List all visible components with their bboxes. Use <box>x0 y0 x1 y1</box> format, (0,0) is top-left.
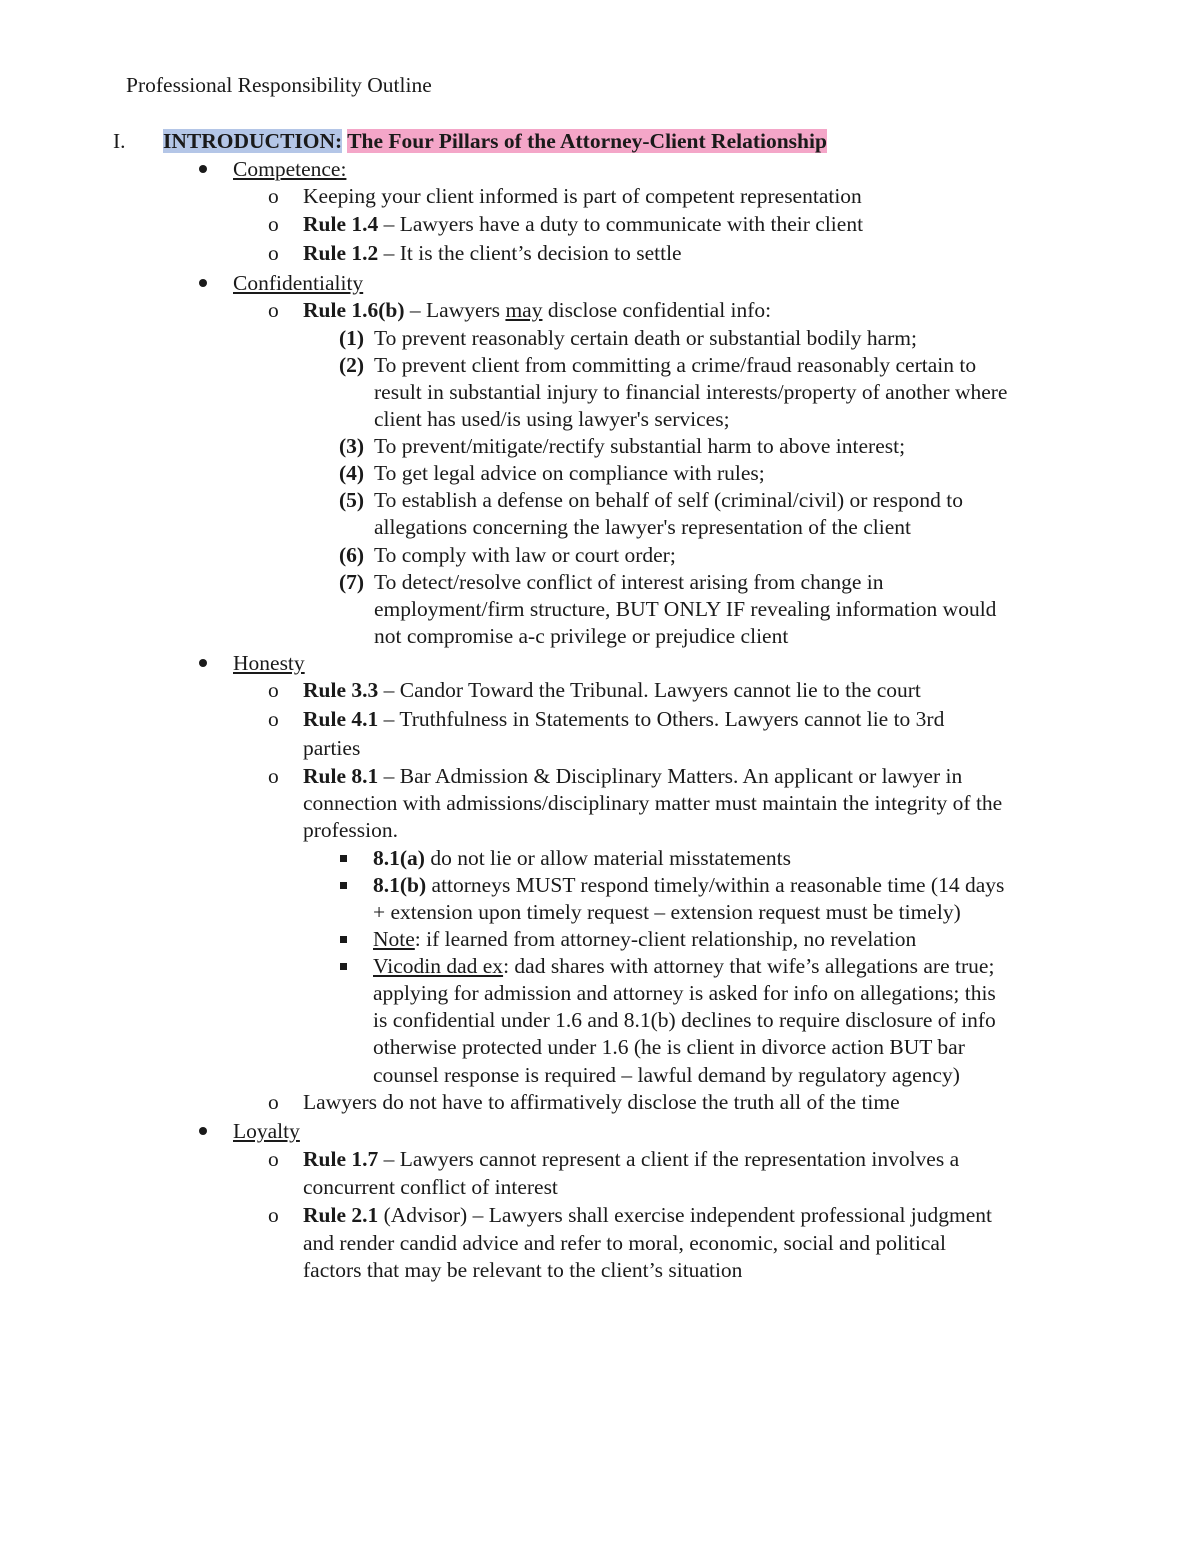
rule-8-1b: 8.1(b) attorneys MUST respond timely/within a reasonable time (14 days <box>373 873 1005 897</box>
exception-text: client has used/is using lawyer's services; <box>374 407 730 431</box>
exception-number: (5) <box>339 488 365 512</box>
square-bullet-icon <box>340 855 347 862</box>
exception-text: not compromise a-c privilege or prejudice client <box>374 624 789 648</box>
circle-bullet-icon: o <box>268 1147 279 1171</box>
square-bullet-icon <box>340 882 347 889</box>
rule-4-1: Rule 4.1 – Truthfulness in Statements to Others. Lawyers cannot lie to 3rd <box>303 707 945 731</box>
bullet-icon <box>199 1127 207 1135</box>
vicodin-example-cont: applying for admission and attorney is asked for info on allegations; this <box>373 981 996 1005</box>
rule-2-1-cont: factors that may be relevant to the client’s situation <box>303 1258 743 1282</box>
rule-2-1-cont: and render candid advice and refer to moral, economic, social and political <box>303 1231 946 1255</box>
exception-number: (6) <box>339 543 365 567</box>
section-title: The Four Pillars of the Attorney-Client Relationship <box>347 129 827 153</box>
exception-text: To comply with law or court order; <box>374 543 676 567</box>
rule-4-1-cont: parties <box>303 736 361 760</box>
square-bullet-icon <box>340 936 347 943</box>
rule-8-1-cont: connection with admissions/disciplinary matter must maintain the integrity of the <box>303 791 1003 815</box>
vicodin-example-cont: otherwise protected under 1.6 (he is client in divorce action BUT bar <box>373 1035 965 1059</box>
bullet-icon <box>199 279 207 287</box>
exception-number: (7) <box>339 570 365 594</box>
document-title: Professional Responsibility Outline <box>126 73 432 97</box>
exception-number: (3) <box>339 434 365 458</box>
exception-number: (1) <box>339 326 365 350</box>
bullet-icon <box>199 659 207 667</box>
exception-text: result in substantial injury to financial interests/property of another where <box>374 380 1008 404</box>
rule-8-1b-cont: + extension upon timely request – extension request must be timely) <box>373 900 961 924</box>
bullet-icon <box>199 165 207 173</box>
rule-1-7-cont: concurrent conflict of interest <box>303 1175 558 1199</box>
circle-bullet-icon: o <box>268 298 279 322</box>
rule-8-1a: 8.1(a) do not lie or allow material misstatements <box>373 846 791 870</box>
circle-bullet-icon: o <box>268 1203 279 1227</box>
section-number: I. <box>113 129 126 153</box>
circle-bullet-icon: o <box>268 707 279 731</box>
circle-bullet-icon: o <box>268 764 279 788</box>
circle-bullet-icon: o <box>268 678 279 702</box>
section-heading <box>163 128 827 155</box>
section-label: INTRODUCTION: <box>163 129 343 153</box>
rule-3-3: Rule 3.3 – Candor Toward the Tribunal. Lawyers cannot lie to the court <box>303 678 921 702</box>
vicodin-example-cont: is confidential under 1.6 and 8.1(b) declines to require disclosure of info <box>373 1008 996 1032</box>
competence-item: Rule 1.4 – Lawyers have a duty to communicate with their client <box>303 212 864 236</box>
exception-text: To establish a defense on behalf of self (criminal/civil) or respond to <box>374 488 963 512</box>
pillar-honesty: Honesty <box>233 651 305 675</box>
pillar-competence: Competence: <box>233 157 347 181</box>
rule-8-1: Rule 8.1 – Bar Admission & Disciplinary Matters. An applicant or lawyer in <box>303 764 963 788</box>
exception-text: To prevent/mitigate/rectify substantial harm to above interest; <box>374 434 906 458</box>
rule-1-6b: Rule 1.6(b) – Lawyers may disclose confidential info: <box>303 298 772 322</box>
square-bullet-icon <box>340 963 347 970</box>
exception-text: employment/firm structure, BUT ONLY IF revealing information would <box>374 597 997 621</box>
circle-bullet-icon: o <box>268 241 279 265</box>
competence-item: Rule 1.2 – It is the client’s decision to settle <box>303 241 682 265</box>
pillar-loyalty: Loyalty <box>233 1119 300 1143</box>
circle-bullet-icon: o <box>268 1090 279 1114</box>
note-item: Note: if learned from attorney-client relationship, no revelation <box>373 927 917 951</box>
exception-text: To detect/resolve conflict of interest arising from change in <box>374 570 884 594</box>
vicodin-example: Vicodin dad ex: dad shares with attorney that wife’s allegations are true; <box>373 954 995 978</box>
competence-item: Keeping your client informed is part of competent representation <box>303 184 862 208</box>
exception-text: To get legal advice on compliance with rules; <box>374 461 765 485</box>
exception-number: (4) <box>339 461 365 485</box>
pillar-confidentiality: Confidentiality <box>233 271 364 295</box>
exception-number: (2) <box>339 353 365 377</box>
exception-text: To prevent client from committing a crime/fraud reasonably certain to <box>374 353 977 377</box>
exception-text: To prevent reasonably certain death or substantial bodily harm; <box>374 326 917 350</box>
rule-8-1-cont: profession. <box>303 818 398 842</box>
vicodin-example-cont: counsel response is required – lawful demand by regulatory agency) <box>373 1063 960 1087</box>
rule-2-1: Rule 2.1 (Advisor) – Lawyers shall exercise independent professional judgment <box>303 1203 993 1227</box>
exception-text: allegations concerning the lawyer's representation of the client <box>374 515 911 539</box>
circle-bullet-icon: o <box>268 212 279 236</box>
rule-1-7: Rule 1.7 – Lawyers cannot represent a client if the representation involves a <box>303 1147 960 1171</box>
circle-bullet-icon: o <box>268 184 279 208</box>
honesty-last-item: Lawyers do not have to affirmatively disclose the truth all of the time <box>303 1090 900 1114</box>
